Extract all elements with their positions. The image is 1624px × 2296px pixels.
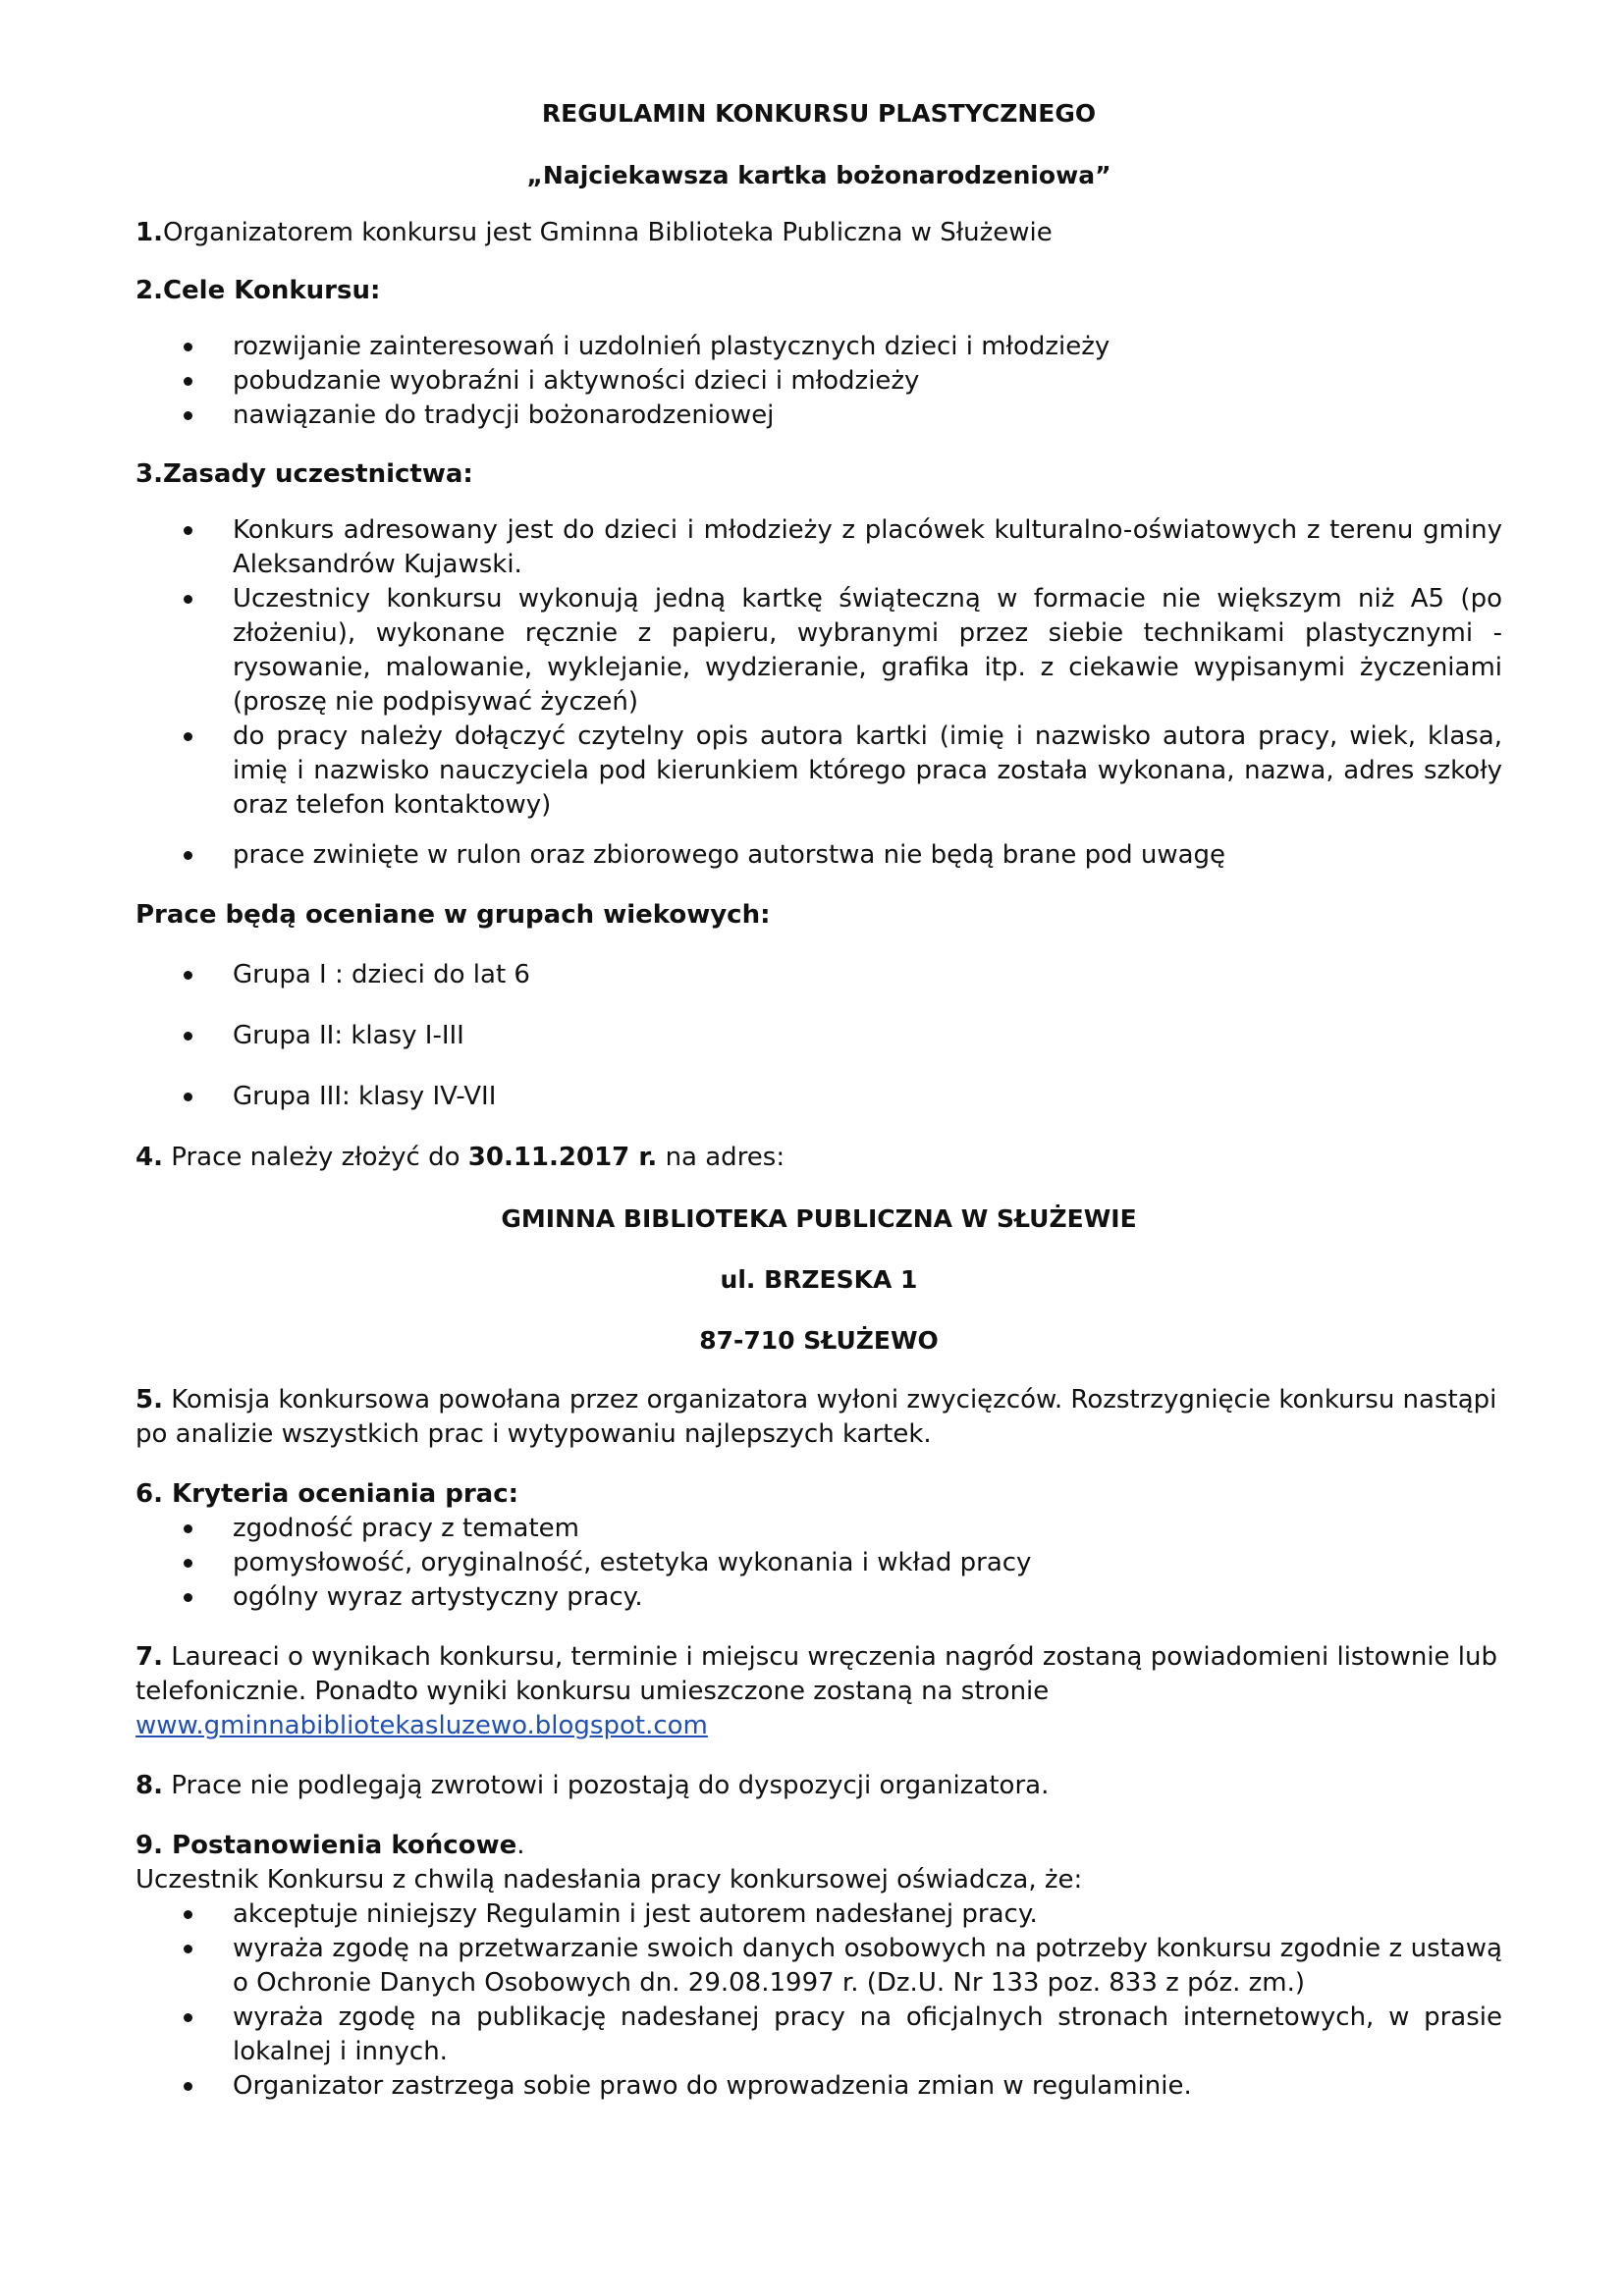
criteria-list [135,1512,1502,1615]
age-groups-list [135,958,1502,1114]
section-7: 7. Laureaci o wynikach konkursu, terminie i miejscu wręczenia nagród zostaną powiadomieni listownie lub telefonicznie. Ponadto wyniki konkursu umieszczone zostaną na stronie www.gminnabibliotekasluzewo.blogspot.com [135,1642,1498,1740]
section-4: 4. Prace należy złożyć do 30.11.2017 r. na adres: [135,1143,785,1172]
document-page [135,96,1502,2104]
list-item: Grupa III: klasy IV-VII [135,1080,1502,1114]
bullet-icon [184,1032,192,1041]
address-line-1: GMINNA BIBLIOTEKA PUBLICZNA W SŁUŻEWIE [501,1204,1137,1233]
bullet-icon [184,1593,192,1602]
list-item: prace zwinięte w rulon oraz zbiorowego autorstwa nie będą brane pod uwagę [135,838,1502,873]
section-1 [135,216,1502,250]
list-item: rozwijanie zainteresowań i uzdolnień plastycznych dzieci i młodzieży [135,330,1502,364]
list-item: wyraża zgodę na przetwarzanie swoich danych osobowych na potrzeby konkursu zgodnie z ustawą o Ochronie Danych Osobowych dn. 29.08.1997 r. (Dz.U. Nr 133 poz. 833 z póz. zm.) [135,1932,1502,2001]
list-item: Grupa II: klasy I-III [135,1019,1502,1053]
section-5: 5. Komisja konkursowa powołana przez organizatora wyłoni zwycięzców. Rozstrzygnięcie konkursu nastąpi po analizie wszystkich prac i wytypowaniu najlepszych kartek. [135,1385,1497,1449]
bullet-icon [184,1093,192,1101]
section-6-heading: 6. Kryteria oceniania prac: [135,1479,519,1509]
list-item: akceptuje niniejszy Regulamin i jest autorem nadesłanej pracy. [135,1897,1502,1932]
section-9-heading: 9. Postanowienia końcowe. [135,1831,525,1860]
final-provisions-list [135,1897,1502,2104]
bullet-icon [184,2082,192,2091]
bullet-icon [184,2013,192,2022]
bullet-icon [184,1559,192,1568]
age-groups-heading: Prace będą oceniane w grupach wiekowych: [135,900,771,930]
list-item: pobudzanie wyobraźni i aktywności dzieci i młodzieży [135,364,1502,399]
goals-list [135,330,1502,433]
bullet-icon [184,732,192,741]
section-3-heading: 3.Zasady uczestnictwa: [135,459,473,489]
bullet-icon [184,343,192,351]
address-line-2: ul. BRZESKA 1 [720,1265,918,1294]
list-item: ogólny wyraz artystyczny pracy. [135,1580,1502,1615]
bullet-icon [184,851,192,860]
bullet-icon [184,971,192,980]
section-2-heading: 2.Cele Konkursu: [135,276,381,305]
list-item: zgodność pracy z tematem [135,1512,1502,1546]
list-item: nawiązanie do tradycji bożonarodzeniowej [135,399,1502,433]
deadline-date: 30.11.2017 r. [467,1143,658,1172]
list-item: wyraża zgodę na publikację nadesłanej pracy na oficjalnych stronach internetowych, w prasie lokalnej i innych. [135,2001,1502,2069]
rules-list [135,513,1502,873]
list-item: Organizator zastrzega sobie prawo do wprowadzenia zmian w regulaminie. [135,2069,1502,2104]
bullet-icon [184,411,192,420]
section-8: 8. Prace nie podlegają zwrotowi i pozostają do dyspozycji organizatora. [135,1771,1050,1800]
bullet-icon [184,1945,192,1953]
section-1-text: Organizatorem konkursu jest Gminna Biblioteka Publiczna w Służewie [162,218,1053,247]
list-item: Konkurs adresowany jest do dzieci i młodzieży z placówek kulturalno-oświatowych z terenu gminy Aleksandrów Kujawski. [135,513,1502,582]
list-item: Uczestnicy konkursu wykonują jedną kartkę świąteczną w formacie nie większym niż A5 (po złożeniu), wykonane ręcznie z papieru, wybranymi przez siebie technikami plastycznymi - rysowanie, malowanie, wyklejanie, wydzieranie, grafika itp. z ciekawie wypisanymi życzeniami (proszę nie podpisywać życzeń) [135,582,1502,720]
document-subtitle: „Najciekawsza kartka bożonarodzeniowa” [526,161,1111,189]
section-9-intro: Uczestnik Konkursu z chwilą nadesłania pracy konkursowej oświadcza, że: [135,1865,1083,1895]
bullet-icon [184,526,192,535]
bullet-icon [184,1910,192,1919]
website-link[interactable]: www.gminnabibliotekasluzewo.blogspot.com [135,1711,708,1740]
section-1-number: 1. [135,218,163,247]
list-item: pomysłowość, oryginalność, estetyka wykonania i wkład pracy [135,1546,1502,1580]
document-title: REGULAMIN KONKURSU PLASTYCZNEGO [541,99,1097,128]
bullet-icon [184,1524,192,1533]
bullet-icon [184,377,192,386]
address-line-3: 87-710 SŁUŻEWO [699,1326,939,1355]
list-item: do pracy należy dołączyć czytelny opis autora kartki (imię i nazwisko autora pracy, wiek, klasa, imię i nazwisko nauczyciela pod kierunkiem którego praca została wykonana, nazwa, adres szkoły oraz telefon kontaktowy) [135,720,1502,823]
list-item: Grupa I : dzieci do lat 6 [135,958,1502,992]
bullet-icon [184,595,192,604]
